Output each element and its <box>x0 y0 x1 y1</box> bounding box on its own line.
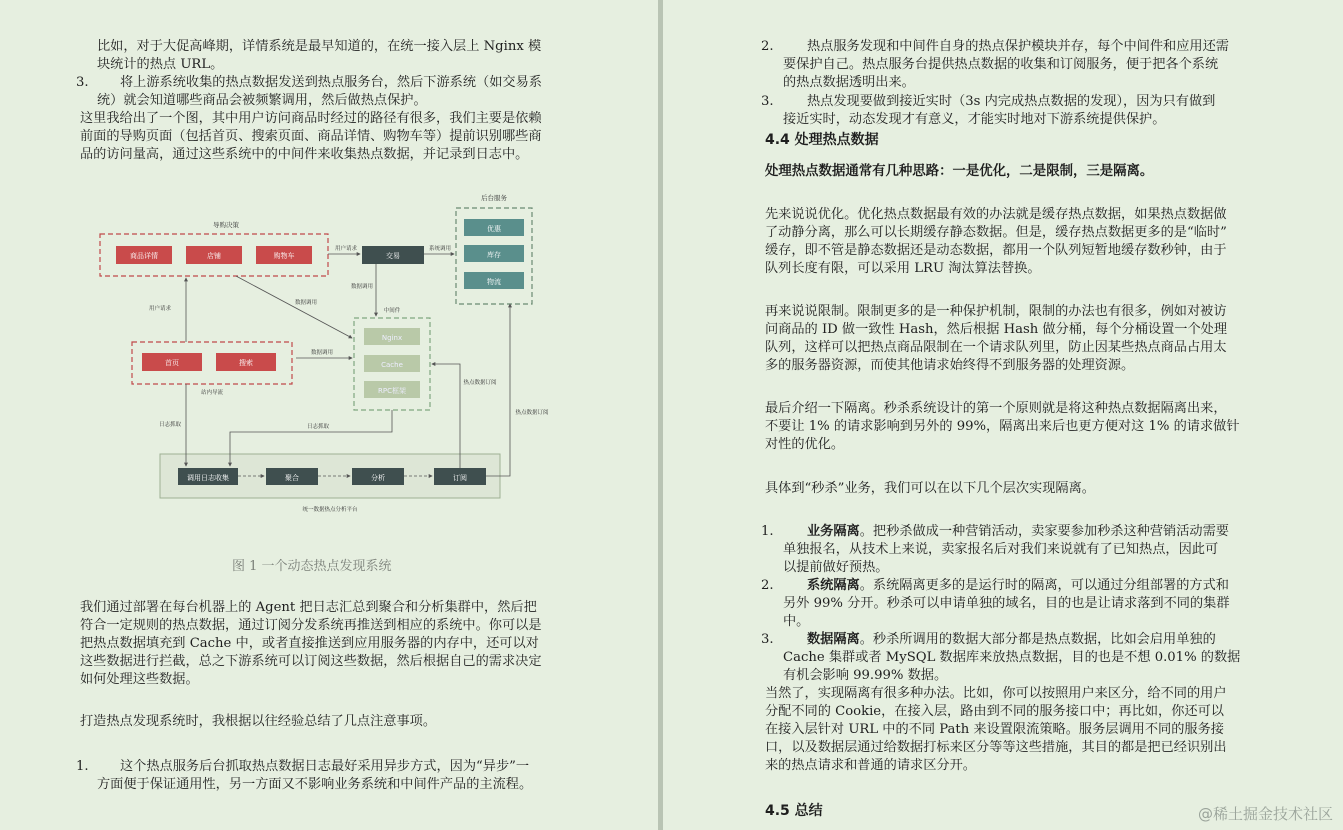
hot-subscribe-b: 热点数据订阅 <box>515 410 549 416</box>
svc-stock: 库存 <box>487 251 501 259</box>
list-number: 2. <box>761 578 774 593</box>
analyze: 分析 <box>371 474 385 482</box>
shop: 店铺 <box>207 252 221 260</box>
list-item-text: 。把秒杀做成一种营销活动，卖家要参加秒杀这种营销活动需要 <box>859 524 1229 539</box>
section-title: 4.4 处理热点数据 <box>765 132 879 148</box>
paragraph-line: 我们通过部署在每台机器上的 Agent 把日志汇总到聚合和分析集群中，然后把 <box>80 600 537 615</box>
backend-label: 后台服务 <box>481 194 507 202</box>
list-item-text <box>807 630 1216 650</box>
bold-summary: 处理热点数据通常有几种思路：一是优化，二是限制，三是隔离。 <box>765 164 1154 179</box>
list-item-text: 单独报名，从技术上来说，卖家报名后对我们来说就有了已知热点，因此可 <box>783 542 1219 557</box>
list-item-text: 将上游系统收集的热点数据发送到热点服务台，然后下游系统（如交易系 <box>120 75 542 90</box>
list-number: 3. <box>761 632 774 647</box>
paragraph-line: 这里我给出了一个图，其中用户访问商品时经过的路径有很多，我们主要是依赖 <box>80 111 542 126</box>
list-item-text: 。秒杀所调用的数据大部分都是热点数据，比如会启用单独的 <box>859 632 1216 647</box>
list-item-text: 的热点数据透明出来。 <box>783 75 915 90</box>
paragraph-line: 缓存，即不管是静态数据还是动态数据，都用一个队列短暂地缓存数秒钟，由于 <box>765 243 1227 258</box>
bold-term: 数据隔离 <box>807 632 860 647</box>
list-item-text: 热点服务发现和中间件自身的热点保护模块并存，每个中间件和应用还需 <box>807 39 1229 54</box>
paragraph-line: 先来说说优化。优化热点数据最有效的办法就是缓存热点数据，如果热点数据做 <box>765 207 1227 222</box>
rpc: RPC框架 <box>378 387 406 395</box>
paragraph-line: 前面的导购页面（包括首页、搜索页面、商品详情、购物车等）提前识别哪些商 <box>80 129 542 144</box>
guide-label: 导购决策 <box>213 221 239 229</box>
data-call-top: 数据调用 <box>350 284 374 290</box>
watermark: @稀土掘金技术社区 <box>1197 805 1333 823</box>
list-number: 1. <box>761 524 774 539</box>
paragraph-line: 问商品的 ID 做一致性 Hash，然后根据 Hash 做分桶，每个分桶设置一个处理 <box>765 322 1228 337</box>
right-page <box>663 0 1343 830</box>
list-item-text: 有机会影响 99.99% 数据。 <box>783 668 948 683</box>
list-number: 1. <box>76 759 89 774</box>
paragraph-line: 队列长度有限，可以采用 LRU 淘汰算法替换。 <box>765 261 1041 276</box>
paragraph-line: 对性的优化。 <box>765 437 845 452</box>
middleware-label: 中间件 <box>383 308 401 314</box>
paragraph-line: 打造热点发现系统时，我根据以往经验总结了几点注意事项。 <box>80 714 437 729</box>
list-number: 3. <box>761 94 774 109</box>
paragraph-line: 这些数据进行拦截，总之下游系统可以订阅这些数据，然后根据自己的需求决定 <box>80 654 542 669</box>
arrow-subscribe-mw <box>432 364 460 468</box>
list-item-text: 要保护自己。热点服务台提供热点数据的收集和订阅服务，便于把各个系统 <box>783 57 1219 72</box>
paragraph-line: 品的访问量高，通过这些系统中的中间件来收集热点数据，并记录到日志中。 <box>80 147 529 162</box>
collect: 调用日志收集 <box>187 474 229 482</box>
paragraph-line: 口，以及数据层通过给数据打标来区分等等这些措施，其目的都是把已经识别出 <box>765 740 1227 755</box>
list-item-text: 以提前做好预热。 <box>783 560 889 575</box>
data-call-mid: 数据调用 <box>294 300 318 306</box>
arrow-guide-mw <box>236 276 352 338</box>
paragraph-line: 如何处理这些数据。 <box>80 672 199 687</box>
platform-label: 统一数据热点分析平台 <box>302 507 358 513</box>
user-request-left: 用户请求 <box>148 306 172 312</box>
list-item-text: 。系统隔离更多的是运行时的隔离，可以通过分组部署的方式和 <box>859 578 1229 593</box>
paragraph-line: 符合一定规则的热点数据，通过订阅分发系统再推送到相应的系统中。你可以是 <box>80 618 542 633</box>
figure-caption: 图 1 一个动态热点发现系统 <box>232 559 392 574</box>
paragraph-line: 不要让 1% 的请求影响到另外的 99%，隔离出来后也更方便对这 1% 的请求做针 <box>765 419 1240 434</box>
list-item-text: 另外 99% 分开。秒杀可以申请单独的域名，目的也是让请求落到不同的集群 <box>783 596 1230 611</box>
paragraph-line: 来的热点请求和普通的请求区分开。 <box>765 758 976 773</box>
list-item-text: 这个热点服务后台抓取热点数据日志最好采用异步方式，因为“异步”一 <box>120 759 530 774</box>
trade: 交易 <box>386 252 400 260</box>
list-item-text <box>807 576 1229 596</box>
nginx: Nginx <box>381 334 403 342</box>
paragraph-line: 把热点数据填充到 Cache 中，或者直接推送到应用服务器的内存中，还可以对 <box>80 636 539 651</box>
intro-line: 块统计的热点 URL。 <box>97 57 224 72</box>
system-call: 系统调用 <box>428 246 452 252</box>
station-guide: 站内导流 <box>200 390 224 396</box>
user-request-top: 用户请求 <box>334 246 358 252</box>
data-call-low: 数据调用 <box>310 350 334 356</box>
list-item-text: 中。 <box>783 614 810 629</box>
detail: 商品详情 <box>130 252 158 260</box>
bold-term: 系统隔离 <box>807 578 860 593</box>
list-item-text: Cache 集群或者 MySQL 数据库来放热点数据，目的也是不想 0.01% 的数据 <box>783 650 1241 665</box>
list-item-text <box>807 522 1229 542</box>
paragraph-line: 队列，这样可以把热点商品限制在一个请求队列里，防止因某些热点商品占用太 <box>765 340 1227 355</box>
paragraph-line: 具体到“秒杀”业务，我们可以在以下几个层次实现隔离。 <box>765 481 1095 496</box>
bold-term: 业务隔离 <box>807 524 860 539</box>
list-number: 2. <box>761 39 774 54</box>
list-item-text: 统）就会知道哪些商品会被频繁调用，然后做热点保护。 <box>97 93 427 108</box>
list-item-text: 接近实时，动态发现才有意义，才能实时地对下游系统提供保护。 <box>783 112 1166 127</box>
paragraph-line: 了动静分离，那么可以长期缓存静态数据。但是，缓存热点数据更多的是“临时” <box>765 225 1227 240</box>
paragraph-line: 最后介绍一下隔离。秒杀系统设计的第一个原则就是将这种热点数据隔离出来， <box>765 401 1227 416</box>
hotspot-discovery-diagram <box>96 188 564 520</box>
hot-subscribe-a: 热点数据订阅 <box>463 380 497 386</box>
paragraph-line: 再来说说限制。限制更多的是一种保护机制，限制的办法也有很多，例如对被访 <box>765 304 1227 319</box>
list-item-text: 热点发现要做到接近实时（3s 内完成热点数据的发现），因为只有做到 <box>807 94 1216 109</box>
arrow-subscribe-backend <box>486 304 510 476</box>
aggregate: 聚合 <box>285 474 299 482</box>
left-page <box>0 0 658 830</box>
cache: Cache <box>381 361 403 369</box>
intro-line: 比如，对于大促高峰期，详情系统是最早知道的，在统一接入层上 Nginx 模 <box>97 39 542 54</box>
subscribe: 订阅 <box>453 474 467 482</box>
cart: 购物车 <box>273 252 295 260</box>
home: 首页 <box>165 359 179 367</box>
svc-logistics: 物流 <box>487 278 501 286</box>
log-fetch-left: 日志抓取 <box>158 422 182 428</box>
section-title: 4.5 总结 <box>765 803 823 819</box>
log-fetch-mid: 日志抓取 <box>306 424 330 430</box>
list-item-text: 方面便于保证通用性，另一方面又不影响业务系统和中间件产品的主流程。 <box>97 777 533 792</box>
paragraph-line: 在接入层针对 URL 中的不同 Path 来设置限流策略。服务层调用不同的服务接 <box>765 722 1224 737</box>
paragraph-line: 分配不同的 Cookie，在接入层，路由到不同的服务接口中；再比如，你还可以 <box>765 704 1224 719</box>
search: 搜索 <box>239 359 253 367</box>
list-number: 3. <box>76 75 89 90</box>
svc-coupon: 优惠 <box>487 225 501 233</box>
paragraph-line: 当然了，实现隔离有很多种办法。比如，你可以按照用户来区分，给不同的用户 <box>765 686 1227 701</box>
paragraph-line: 多的服务器资源，而使其他请求始终得不到服务器的处理资源。 <box>765 358 1135 373</box>
